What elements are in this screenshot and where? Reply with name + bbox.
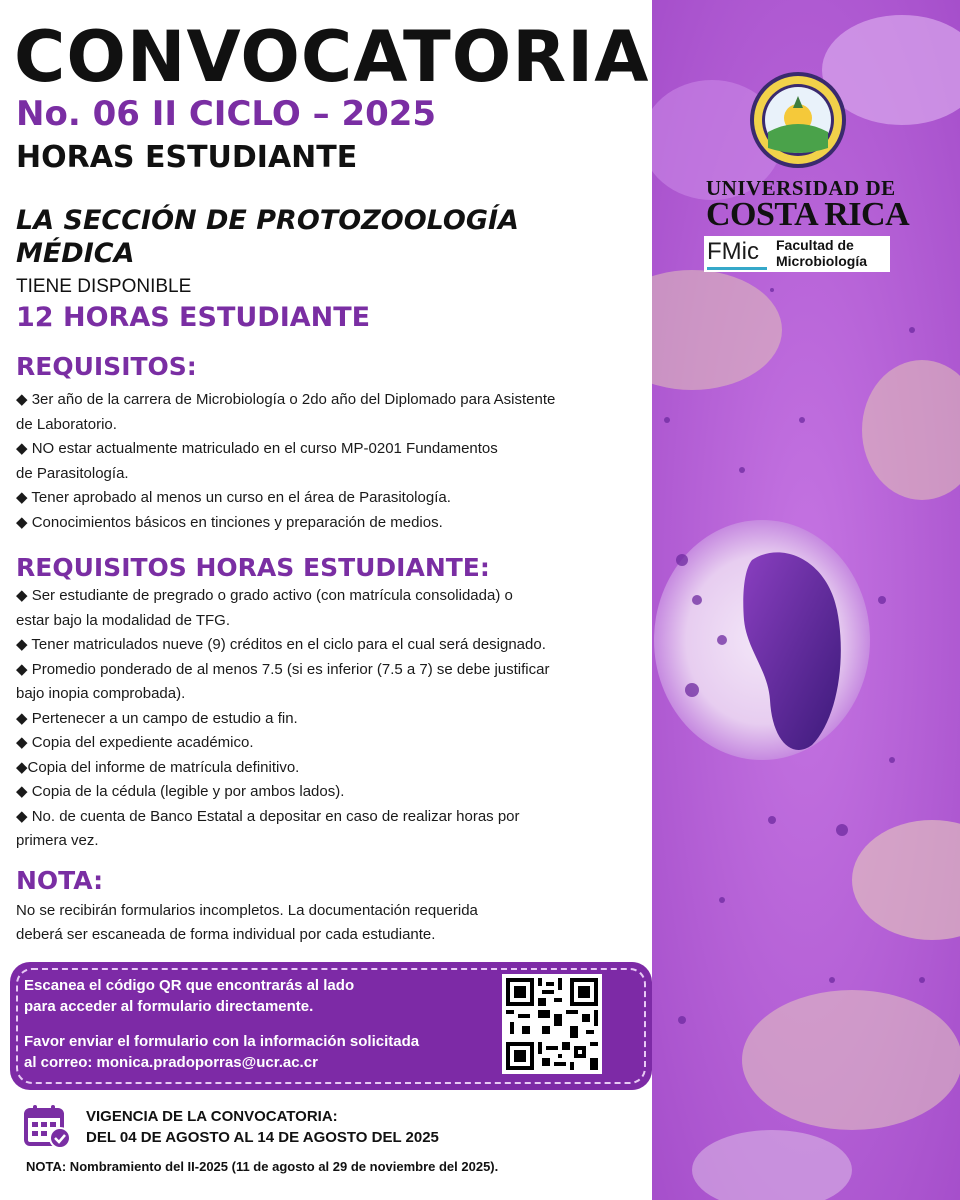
qr-line: para acceder al formulario directamente. [24,998,314,1015]
calendar-check-icon [24,1104,72,1155]
validity-label: VIGENCIA DE LA CONVOCATORIA: [86,1108,338,1125]
list-item: ◆ Copia de la cédula (legible y por ambos lados). [16,783,345,800]
available-label: TIENE DISPONIBLE [16,276,192,297]
nota-line: No se recibirán formularios incompletos. La documentación requerida [16,902,478,919]
qr-line [24,1052,494,1073]
call-number: No. 06 II CICLO – 2025 [16,94,437,134]
list-item: ◆ Promedio ponderado de al menos 7.5 (si es inferior (7.5 a 7) se debe justificar [16,660,550,678]
qr-instructions [24,975,494,1017]
list-item: ◆ Copia del expediente académico. [16,734,254,751]
faculty-line: Microbiología [776,253,867,269]
contact-email-link[interactable]: monica.pradoporras@ucr.ac.cr [96,1054,318,1071]
section-name: LA SECCIÓN DE PROTOZOOLOGÍA MÉDICA [16,205,519,269]
faculty-name [776,237,867,269]
list-item: de Laboratorio. [16,415,117,433]
list-item: de Parasitología. [16,464,129,482]
validity-dates: DEL 04 DE AGOSTO AL 14 DE AGOSTO DEL 2025 [86,1129,439,1146]
list-item: ◆ Ser estudiante de pregrado o grado activo (con matrícula consolidada) o [16,587,513,604]
footer-note: NOTA: Nombramiento del II-2025 (11 de agosto al 29 de noviembre del 2025). [26,1159,499,1174]
university-name-line1: UNIVERSIDAD DE [706,176,896,200]
call-subtitle: HORAS ESTUDIANTE [16,140,358,175]
qr-line: Favor enviar el formulario con la información solicitada [24,1033,420,1050]
requisitos-horas-list [16,584,549,854]
list-item: primera vez. [16,832,99,849]
requisitos-list [16,388,555,535]
nota-heading: NOTA: [16,866,104,895]
list-item: ◆ Conocimientos básicos en tinciones y preparación de medios. [16,513,443,531]
requisitos-horas-heading: REQUISITOS HORAS ESTUDIANTE: [16,553,490,582]
qr-line: Escanea el código QR que encontrarás al lado [24,977,355,994]
list-item: estar bajo la modalidad de TFG. [16,611,231,629]
email-prefix: al correo: [24,1054,97,1071]
faculty-line: Facultad de [776,237,854,253]
qr-email-instructions [24,1031,494,1073]
nota-text [16,899,596,947]
requisitos-heading: REQUISITOS: [16,352,197,381]
page-title: CONVOCATORIA [14,16,650,98]
hours-available: 12 HORAS ESTUDIANTE [16,302,371,333]
validity-period [86,1106,439,1148]
list-item: ◆ No. de cuenta de Banco Estatal a depositar en caso de realizar horas por [16,807,520,825]
faculty-logo [704,236,890,272]
university-name-line2: COSTA RICA [706,196,910,233]
list-item: bajo inopia comprobada). [16,685,186,702]
fmic-label: FMic [707,238,759,265]
list-item: ◆ 3er año de la carrera de Microbiología o 2do año del Diplomado para Asistente [16,391,556,408]
nota-line: deberá ser escaneada de forma individual por cada estudiante. [16,926,436,943]
list-item: ◆ Tener matriculados nueve (9) créditos en el ciclo para el cual será designado. [16,636,546,653]
list-item: ◆ Pertenecer a un campo de estudio a fin. [16,709,298,727]
list-item: ◆ Tener aprobado al menos un curso en el área de Parasitología. [16,489,451,506]
university-seal-logo [748,70,848,170]
qr-code-icon[interactable] [502,974,602,1074]
list-item: ◆ NO estar actualmente matriculado en el curso MP-0201 Fundamentos [16,440,498,457]
list-item: ◆Copia del informe de matrícula definitivo. [16,758,300,776]
